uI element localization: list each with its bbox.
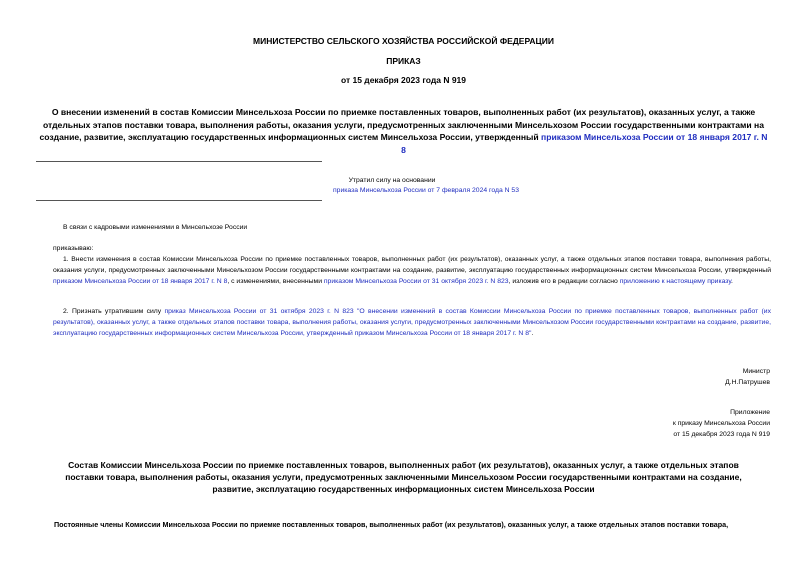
signature-name: Д.Н.Патрушев — [725, 379, 770, 386]
item-1-link-3[interactable]: приложению к настоящему приказу — [619, 278, 732, 286]
order-title-text: О внесении изменений в состав Комиссии Минсельхоза России по приемке поставленных товаров, выполненных работ (их результатов), оказанных услуг, а также отдельных этапов поставки товара, выполнения работы, оказания услуги, предусмотренных заключенными Минсельхозом России государственными контрактами на создание, развитие, эксплуатацию государственных информационных систем Минсельхоза России, утвержденный — [39, 107, 765, 142]
appendix-label: Приложение — [730, 409, 770, 416]
permanent-members-heading: Постоянные члены Комиссии Минсельхоза России по приемке поставленных товаров, выполненных работ (их результатов), оказанных услуг, а также отдельных этапов поставки товара, — [54, 520, 729, 529]
order-title — [36, 106, 771, 156]
item-1-link-2[interactable]: приказом Минсельхоза России от 31 октября 2023 г. N 823 — [323, 278, 509, 286]
signature-block — [725, 366, 770, 388]
doc-type-heading: ПРИКАЗ — [386, 56, 421, 66]
lost-force-link[interactable]: приказа Минсельхоза России от 7 февраля 2024 года N 53 — [333, 187, 519, 194]
item-2 — [53, 306, 771, 340]
composition-title: Состав Комиссии Минсельхоза России по приемке поставленных товаров, выполненных работ (их результатов), оказанных услуг, а также отдельных этапов поставки товара, выполнения работы, оказания услуги, предусмотренных заключенными Минсельхозом России государственными контрактами на создание, развитие, эксплуатацию государственных информационных систем Минсельхоза России — [65, 460, 742, 494]
appendix-ref-2: от 15 декабря 2023 года N 919 — [673, 431, 770, 438]
appendix-block — [673, 407, 770, 440]
title-link[interactable]: приказом Минсельхоза России от 18 января 2017 г. N 8 — [401, 132, 768, 155]
signature-position: Министр — [742, 368, 770, 375]
appendix-ref-1: к приказу Минсельхоза России — [672, 420, 770, 427]
item-1 — [53, 254, 771, 288]
item-2-text-2: . — [531, 330, 534, 338]
ministry-heading: МИНИСТЕРСТВО СЕЛЬСКОГО ХОЗЯЙСТВА РОССИЙСКОЙ ФЕДЕРАЦИИ — [253, 36, 554, 46]
preamble: В связи с кадровыми изменениями в Минсельхозе России — [63, 224, 248, 231]
item-2-text: 2. Признать утратившим силу — [63, 308, 165, 315]
divider-top — [36, 161, 322, 162]
item-2-link[interactable]: приказ Минсельхоза России от 31 октября 2023 г. N 823 "О внесении изменений в состав Комиссии Минсельхоза России по приемке поставленных товаров, выполненных работ (их результатов), оказанных услуг, а также отдельных этапов поставки товара, выполнения работы, оказания услуги, предусмотренных заключенными Минсельхозом России государственными контрактами на создание, развитие, эксплуатацию государственных информационных систем Минсельхоза России, утвержденный приказом Минсельхоза России от 18 января 2017 г. N 8" — [53, 308, 772, 338]
item-1-text-2: , с изменениями, внесенными — [227, 278, 324, 286]
order-word: приказываю: — [53, 245, 94, 252]
item-1-text-4: . — [731, 278, 733, 286]
item-1-text-3: , изложив его в редакции согласно — [508, 278, 620, 286]
date-number-heading: от 15 декабря 2023 года N 919 — [340, 75, 467, 85]
item-1-text: 1. Внести изменения в состав Комиссии Минсельхоза России по приемке поставленных товаров, выполненных работ (их результатов), оказанных услуг, а также отдельных этапов поставки товара, выполнения работы, оказания услуги, предусмотренных заключенными Минсельхозом России государственными контрактами на создание, развитие, эксплуатацию государственных информационных систем Минсельхоза России, утвержденный — [53, 256, 771, 275]
lost-force-line: Утратил силу на основании — [348, 177, 436, 184]
divider-bottom — [36, 200, 322, 201]
lost-force-note — [322, 176, 472, 186]
item-1-link-1[interactable]: приказом Минсельхоза России от 18 января 2017 г. N 8 — [53, 278, 228, 286]
